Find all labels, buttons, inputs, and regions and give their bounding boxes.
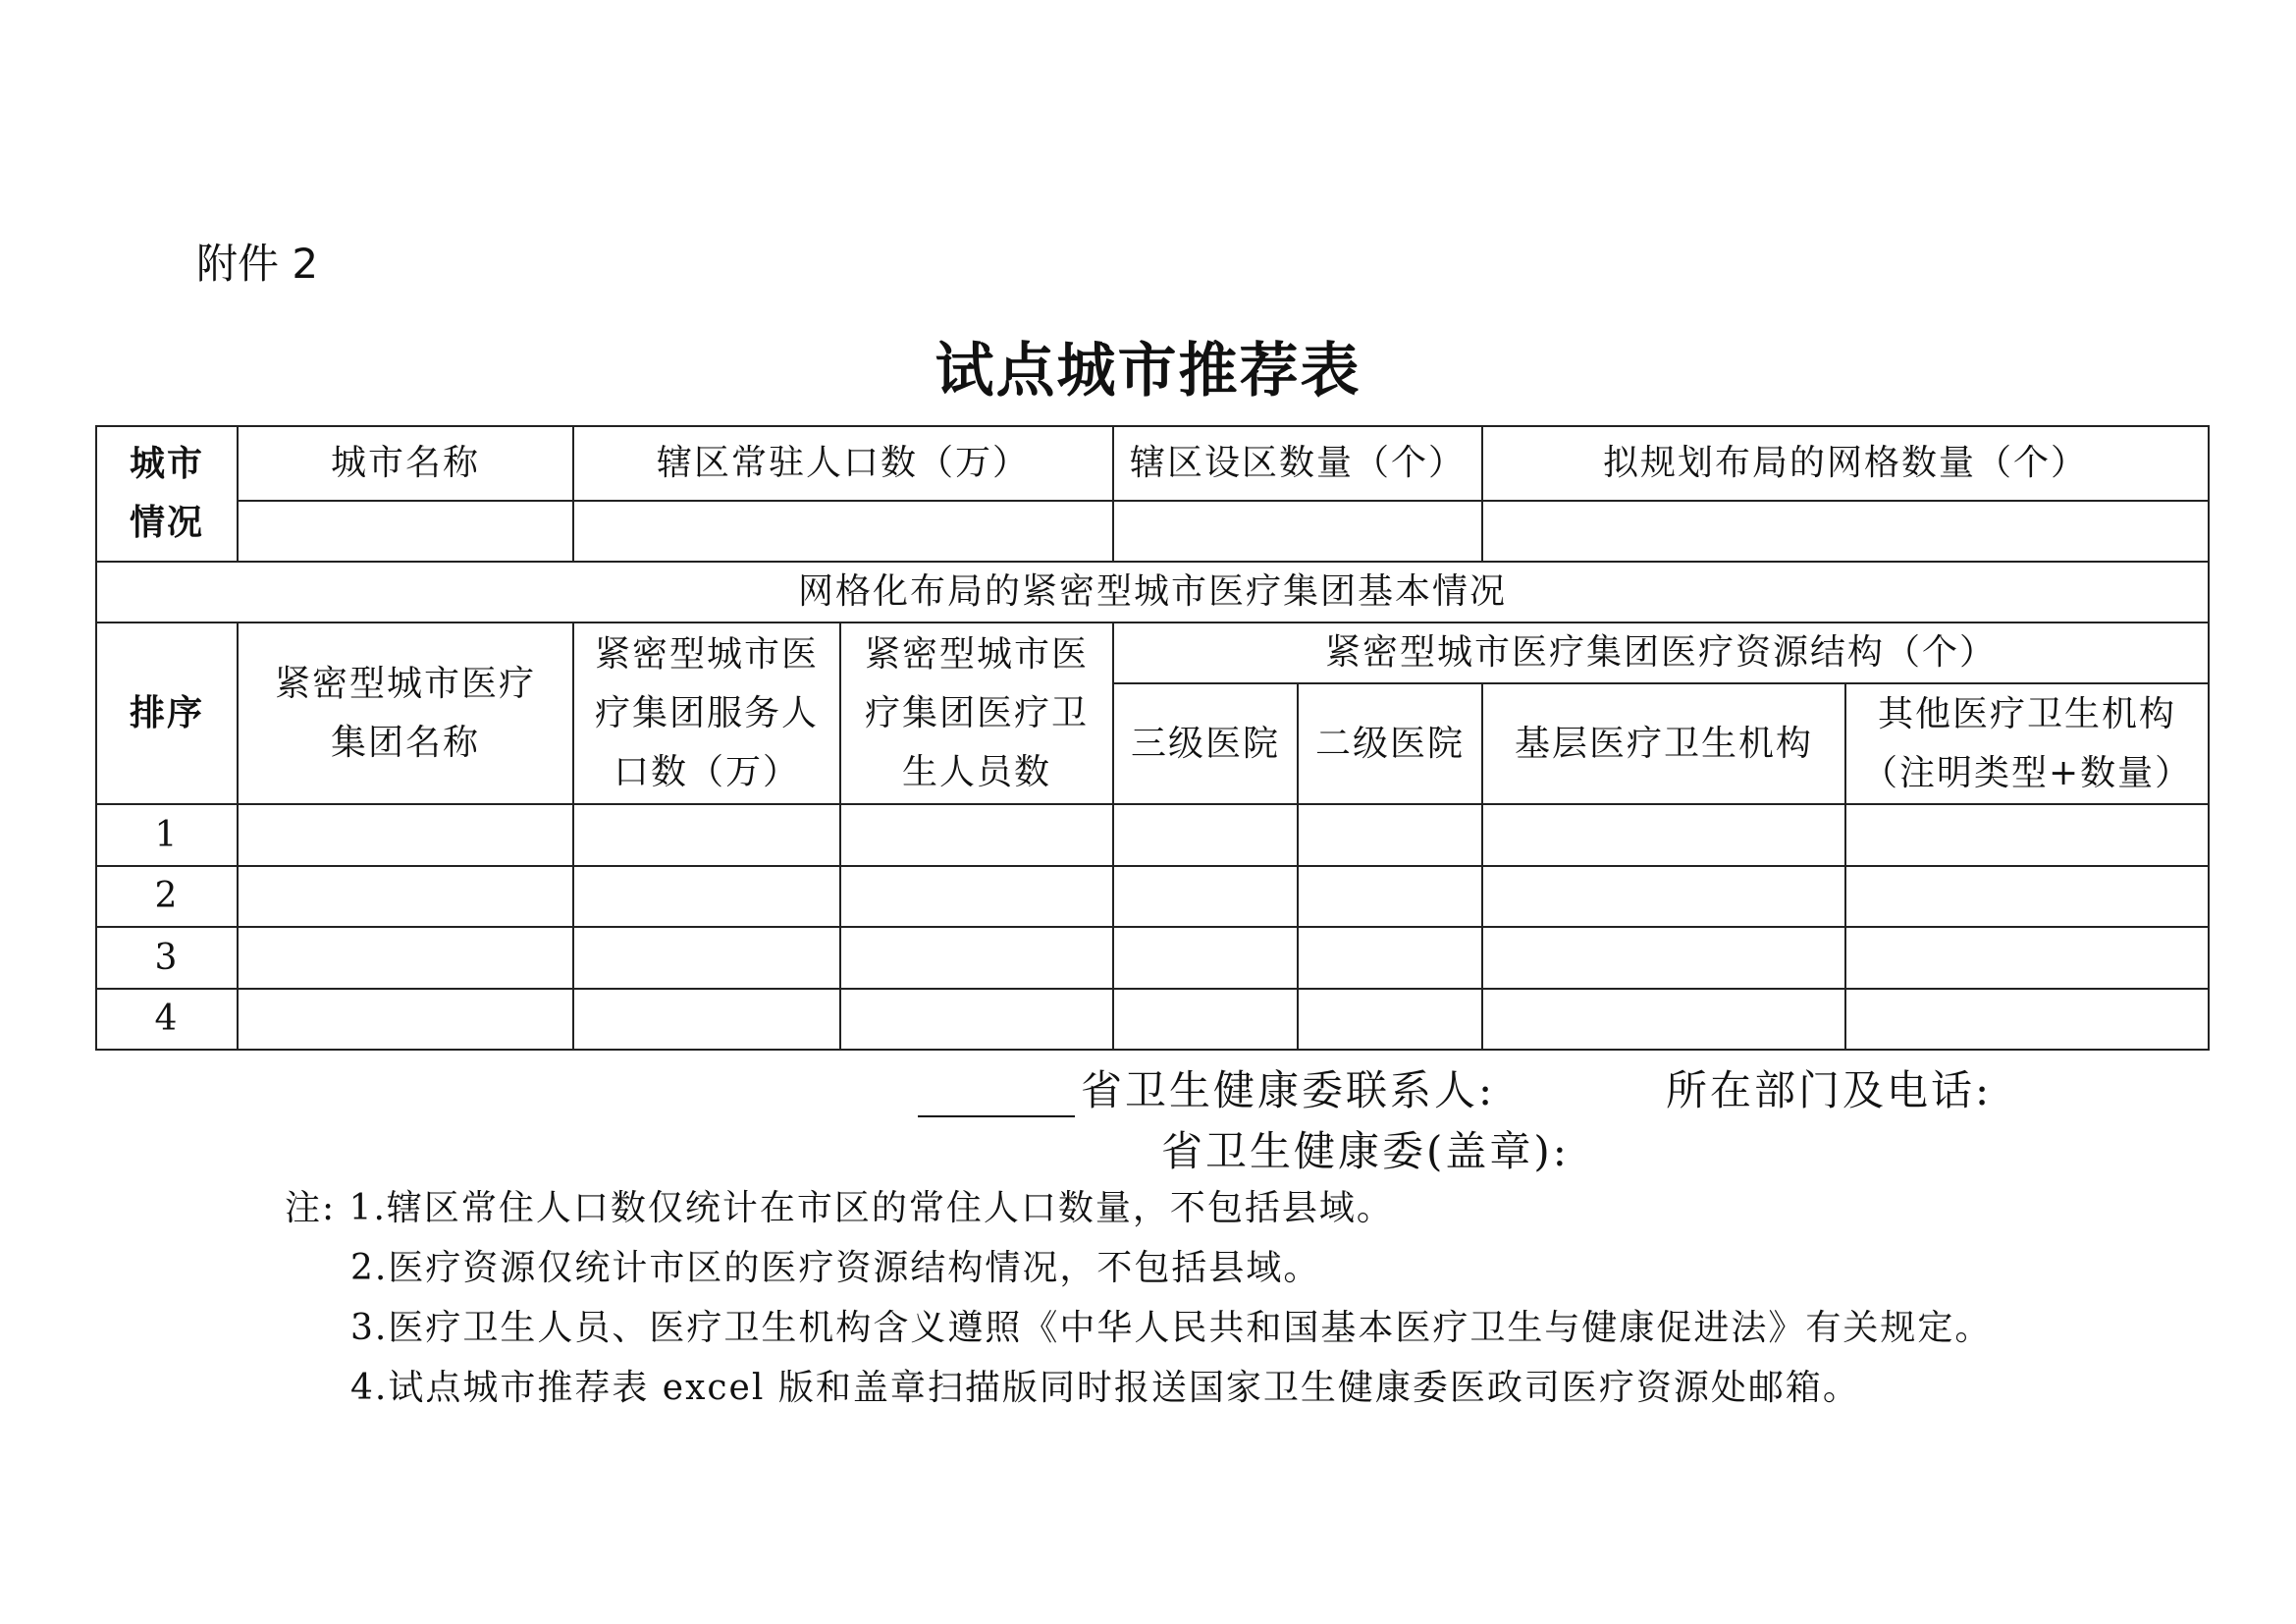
cell-grid-count[interactable] — [1482, 501, 2209, 562]
notes — [285, 1178, 1992, 1418]
header-service-population: 紧密型城市医 疗集团服务人 口数（万） — [573, 623, 840, 804]
contact-line — [918, 1058, 1495, 1117]
table-row — [96, 804, 2209, 866]
table-cell[interactable] — [1113, 989, 1298, 1050]
table-cell[interactable] — [573, 927, 840, 989]
cell-city-name[interactable] — [238, 501, 573, 562]
row-number: 2 — [96, 866, 238, 927]
header-order: 排序 — [96, 623, 238, 804]
contact-blank[interactable] — [918, 1072, 1075, 1117]
header-grid-count: 拟规划布局的网格数量（个） — [1482, 426, 2209, 501]
row-number: 3 — [96, 927, 238, 989]
table-cell[interactable] — [840, 989, 1113, 1050]
table-cell[interactable] — [1845, 989, 2209, 1050]
table-cell[interactable] — [238, 804, 573, 866]
table-cell[interactable] — [573, 866, 840, 927]
table-cell[interactable] — [1845, 804, 2209, 866]
header-staff-count: 紧密型城市医 疗集团医疗卫 生人员数 — [840, 623, 1113, 804]
recommendation-table — [95, 425, 2210, 1051]
table-cell[interactable] — [1482, 989, 1845, 1050]
table-cell[interactable] — [1482, 804, 1845, 866]
table-cell[interactable] — [1845, 866, 2209, 927]
note-item: 4.试点城市推荐表 excel 版和盖章扫描版同时报送国家卫生健康委医政司医疗资源处邮箱。 — [350, 1368, 1860, 1408]
header-resource-structure: 紧密型城市医疗集团医疗资源结构（个） — [1113, 623, 2209, 683]
note-item: 注: 1.辖区常住人口数仅统计在市区的常住人口数量，不包括县域。 — [285, 1188, 1394, 1228]
table-cell[interactable] — [1845, 927, 2209, 989]
header-primary-institution: 基层医疗卫生机构 — [1482, 683, 1845, 804]
note-item: 3.医疗卫生人员、医疗卫生机构含义遵照《中华人民共和国基本医疗卫生与健康促进法》有关规定。 — [350, 1308, 1993, 1348]
header-secondary-hospital: 二级医院 — [1298, 683, 1482, 804]
cell-district-count[interactable] — [1113, 501, 1482, 562]
cell-resident-population[interactable] — [573, 501, 1113, 562]
table-cell[interactable] — [840, 804, 1113, 866]
table-cell[interactable] — [840, 927, 1113, 989]
seal-label: 省卫生健康委(盖章): — [1161, 1127, 1570, 1175]
table-cell[interactable] — [1113, 866, 1298, 927]
attachment-label: 附件 2 — [196, 240, 319, 288]
table-cell[interactable] — [1113, 804, 1298, 866]
table-cell[interactable] — [238, 989, 573, 1050]
header-district-count: 辖区设区数量（个） — [1113, 426, 1482, 501]
city-section-label: 城市 情况 — [96, 426, 238, 562]
page-title: 试点城市推荐表 — [934, 337, 1362, 406]
table-row — [96, 989, 2209, 1050]
table-cell[interactable] — [1298, 804, 1482, 866]
header-city-name: 城市名称 — [238, 426, 573, 501]
table-cell[interactable] — [1482, 927, 1845, 989]
group-section-title: 网格化布局的紧密型城市医疗集团基本情况 — [96, 562, 2209, 623]
row-number: 1 — [96, 804, 238, 866]
table-cell[interactable] — [1298, 866, 1482, 927]
contact-label: 省卫生健康委联系人: — [1081, 1066, 1496, 1114]
table-cell[interactable] — [238, 866, 573, 927]
header-group-name: 紧密型城市医疗 集团名称 — [238, 623, 573, 804]
table-row — [96, 866, 2209, 927]
header-other-institution: 其他医疗卫生机构 （注明类型+数量） — [1845, 683, 2209, 804]
note-prefix: 注: — [285, 1188, 349, 1228]
header-tertiary-hospital: 三级医院 — [1113, 683, 1298, 804]
table-cell[interactable] — [1482, 866, 1845, 927]
table-cell[interactable] — [1298, 927, 1482, 989]
row-number: 4 — [96, 989, 238, 1050]
table-cell[interactable] — [238, 927, 573, 989]
table-row — [96, 927, 2209, 989]
table-cell[interactable] — [840, 866, 1113, 927]
header-resident-population: 辖区常驻人口数（万） — [573, 426, 1113, 501]
dept-phone-label: 所在部门及电话: — [1666, 1066, 1993, 1114]
note-item: 2.医疗资源仅统计市区的医疗资源结构情况，不包括县域。 — [350, 1248, 1321, 1288]
table-cell[interactable] — [573, 989, 840, 1050]
table-cell[interactable] — [1298, 989, 1482, 1050]
table-cell[interactable] — [573, 804, 840, 866]
table-cell[interactable] — [1113, 927, 1298, 989]
